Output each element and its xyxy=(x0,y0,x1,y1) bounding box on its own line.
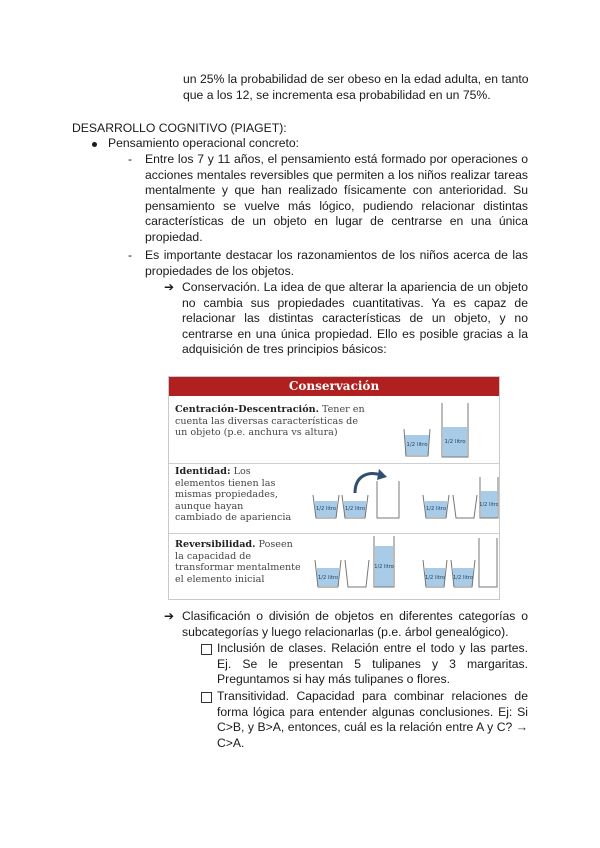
empty-tall-glass-icon xyxy=(377,481,399,518)
sub-item-text: Transitividad. Capacidad para combinar relaciones de forma lógica para entender algunas conclusiones. Ej: Si C>B, y B>A, entonces, cuál es la relación entre A y C? → C>A. xyxy=(217,689,528,750)
figure-row-identity xyxy=(169,463,499,533)
figure-row-text xyxy=(175,404,370,439)
dash-marker: - xyxy=(128,152,132,166)
empty-tall-glass-icon xyxy=(479,538,497,587)
empty-glass-icon xyxy=(453,495,477,518)
glass-label: 1/2 litro xyxy=(452,575,474,581)
glass-icon xyxy=(423,560,447,587)
bullet-label: Pensamiento operacional concreto: xyxy=(108,136,300,150)
intro-line-1: un 25% la probabilidad de ser obeso en la edad adulta, en tanto xyxy=(183,72,529,86)
figure-row-desc: Tener en cuenta las diversas características de un objeto (p.e. anchura vs altura) xyxy=(175,404,365,439)
glass-label: 1/2 litro xyxy=(406,442,428,448)
glass-label: 1/2 litro xyxy=(479,502,499,508)
glass-label: 1/2 litro xyxy=(317,575,339,581)
figure-row-text xyxy=(175,539,303,585)
glass-icon xyxy=(342,495,368,518)
glass-icon xyxy=(313,495,339,518)
dash-item-text: Es importante destacar los razonamientos de los niños acerca de las propiedades de los objetos. xyxy=(145,248,528,278)
glass-label: 1/2 litro xyxy=(444,439,466,445)
glass-label: 1/2 litro xyxy=(424,575,446,581)
glass-label: 1/2 litro xyxy=(425,506,447,512)
wide-glass-icon xyxy=(404,429,430,456)
glass-icon xyxy=(423,495,449,518)
figure-title: Conservación xyxy=(169,377,499,396)
arrow-item-text: Clasificación o división de objetos en diferentes categorías o subcategorías y luego relacionarlas (p.e. árbol genealógico). xyxy=(182,609,528,639)
identity-glasses-illustration xyxy=(307,463,499,529)
centration-glasses-illustration xyxy=(395,399,495,461)
figure-row-term: Reversibilidad. xyxy=(175,539,256,550)
intro-line-2: que a los 12, se incrementa esa probabilidad en un 75%. xyxy=(183,88,491,102)
section-title: DESARROLLO COGNITIVO (PIAGET): xyxy=(72,121,287,135)
bullet-dot-icon xyxy=(92,142,97,147)
reversibility-glasses-illustration xyxy=(311,534,499,596)
sub-item-text: Inclusión de clases. Relación entre el todo y las partes. Ej. Se le presentan 5 tulipanes y 3 margaritas. Preguntamos si hay más tulipanes o flores. xyxy=(217,641,528,686)
figure-row-text xyxy=(175,466,293,524)
glass-label: 1/2 litro xyxy=(344,506,366,512)
dash-item-text: Entre los 7 y 11 años, el pensamiento está formado por operaciones o acciones mentales reversibles que permiten a los niños realizar tareas mentalmente y que han realizado físicamente con anterioridad. Su pensamiento se vuelve más lógico, pudiendo relacionar distintas características de un objeto en lugar de centrarse en una única propiedad. xyxy=(145,152,528,244)
figure-row-term: Centración-Descentración. xyxy=(175,404,319,415)
figure-row-centration xyxy=(169,399,499,467)
glass-icon xyxy=(315,560,341,587)
figure-row-reversibility xyxy=(169,534,499,598)
glass-label: 1/2 litro xyxy=(374,564,394,570)
tall-glass-icon xyxy=(479,477,498,518)
glass-label: 1/2 litro xyxy=(315,506,337,512)
empty-glass-icon xyxy=(345,560,369,587)
figure-row-desc: Poseen la capacidad de transformar mentalmente el elemento inicial xyxy=(175,539,301,585)
figure-row-desc: Los elementos tienen las mismas propiedades, aunque hayan cambiado de apariencia xyxy=(175,466,292,524)
glass-icon xyxy=(451,560,475,587)
arrow-marker-icon: ➔ xyxy=(164,280,175,294)
tall-glass-icon xyxy=(374,536,394,587)
conservation-figure xyxy=(168,376,500,600)
tall-glass-icon xyxy=(442,403,468,457)
pour-arrow-icon xyxy=(355,469,387,493)
dash-marker: - xyxy=(128,248,132,262)
arrow-item-text: Conservación. La idea de que alterar la apariencia de un objeto no cambia sus propiedades cuantitativas. Ya es capaz de relacionar las distintas características de un objeto, y no centrarse en una única propiedad. Ello es posible gracias a la adquisición de tres principios básicos: xyxy=(182,280,528,356)
arrow-marker-icon: ➔ xyxy=(164,609,175,623)
figure-row-term: Identidad: xyxy=(175,466,231,477)
checkbox-icon xyxy=(201,692,212,703)
checkbox-icon xyxy=(201,644,212,655)
